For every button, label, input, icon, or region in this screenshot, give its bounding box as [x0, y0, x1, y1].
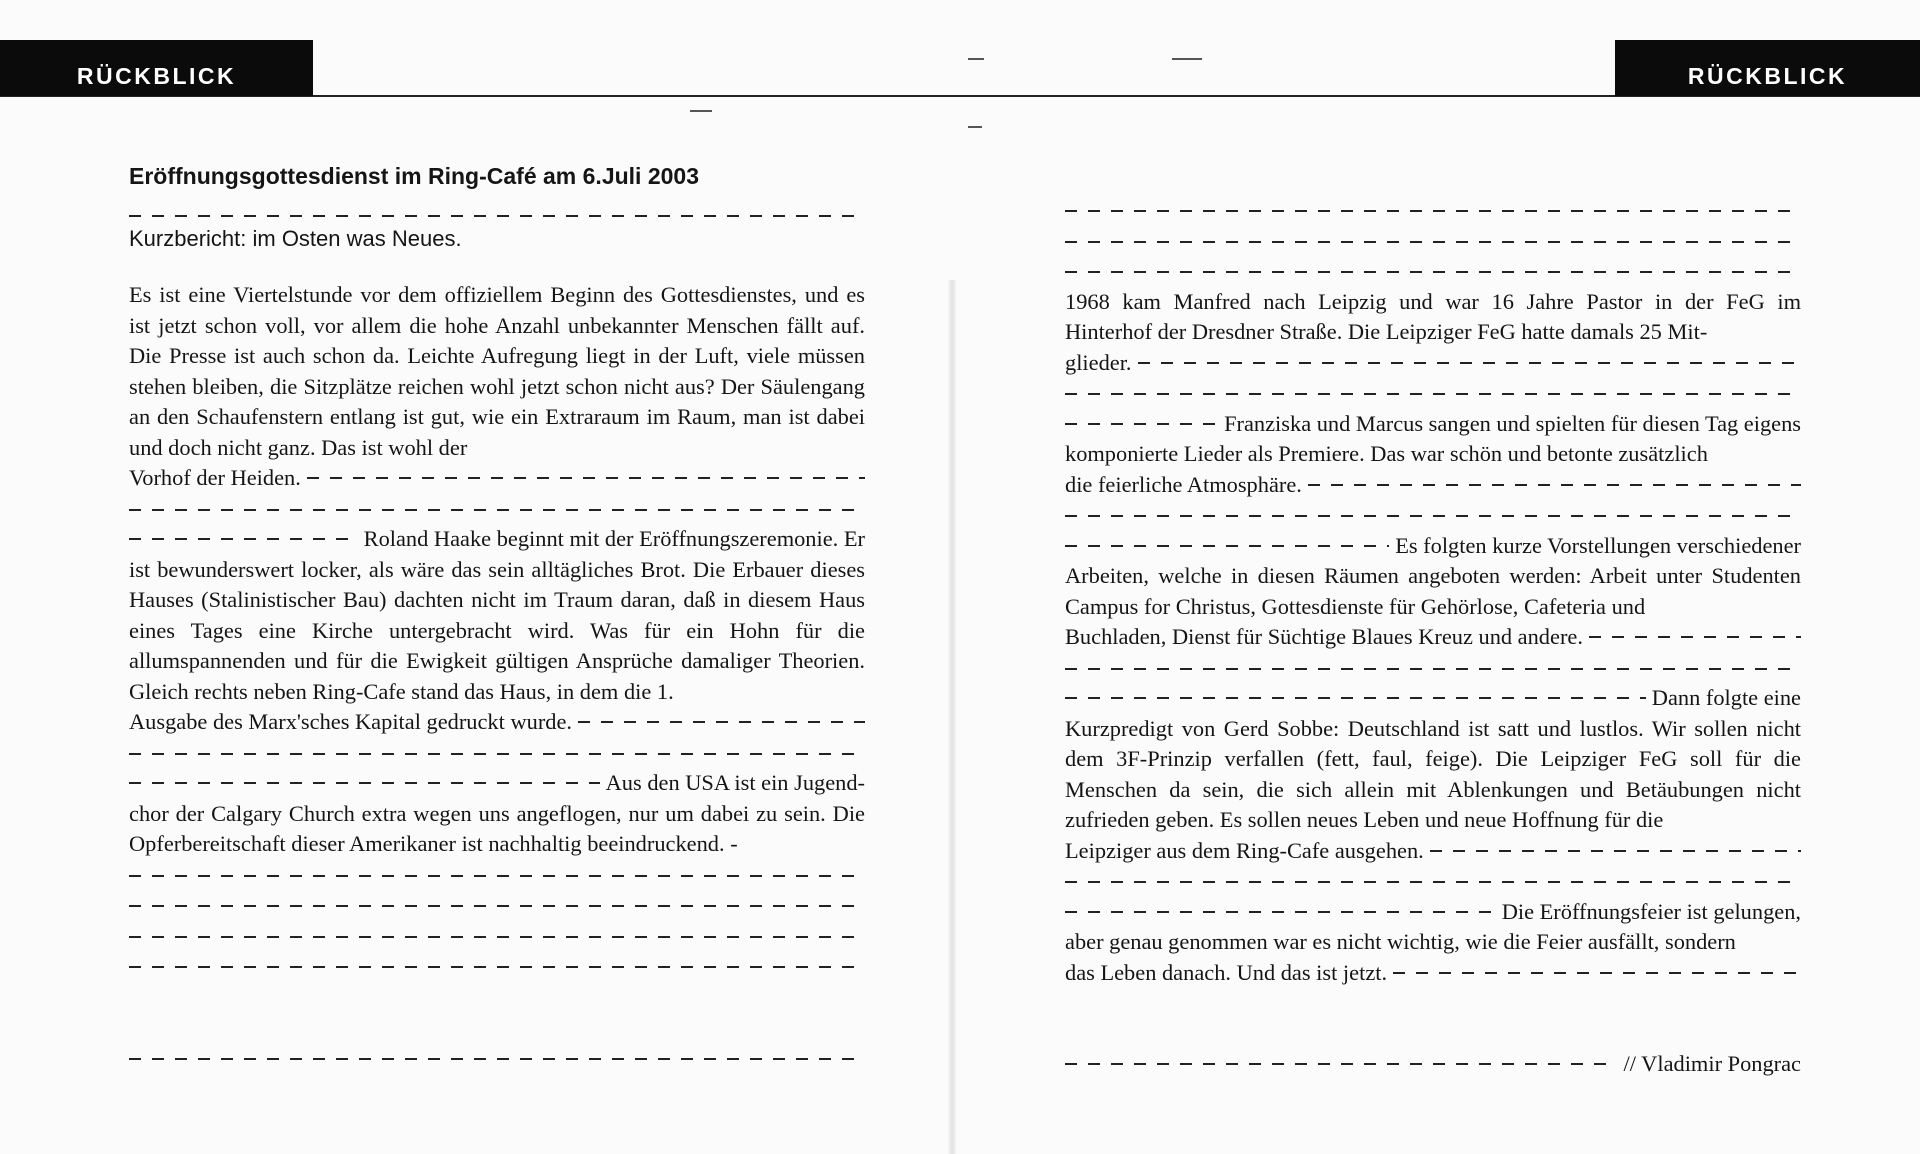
paragraph: komponierte Lieder als Premiere. Das war schön und betonte zusätzlich: [1065, 441, 1708, 466]
article-subtitle: Kurzbericht: im Osten was Neues.: [129, 226, 462, 251]
paragraph-end-line: [129, 707, 865, 738]
dashed-rule: [1065, 500, 1801, 531]
paragraph-start-text: Aus den USA ist ein Jugend-: [605, 770, 865, 795]
scan-speck: [690, 110, 712, 112]
paragraph: ist bewunderswert locker, als wäre das sein alltägliches Brot. Die Erbauer dieses Hauses (Stalinistischer Bau) dachten nicht im Traum daran, daß in diesem Haus eines Tages eine Kirche untergebracht wird. Was für ein Hohn für die allumspannenden und für die Ewigkeit gültigen Ansprüche damaliger Theorien. Gleich rechts neben Ring-Cafe stand das Haus, in dem die 1.: [129, 556, 865, 704]
paragraph-start-line: [1065, 409, 1801, 440]
paragraph-start-line: [129, 768, 865, 799]
dashed-rule: [129, 738, 865, 769]
paragraph: 1968 kam Manfred nach Leipzig und war 16 Jahre Pastor in der FeG im Hinterhof der Dresdner Straße. Die Leipziger FeG hatte damals 25 Mit-: [1065, 288, 1801, 344]
paragraph-end-text: glieder.: [1065, 349, 1132, 375]
section-tab-right: RÜCKBLICK: [1615, 40, 1920, 96]
paragraph-end-text: das Leben danach. Und das ist jetzt.: [1065, 959, 1388, 985]
paragraph-start-text: Dann folgte eine: [1651, 685, 1801, 710]
dashed-rule: [129, 1043, 865, 1074]
dashed-rule: [1065, 653, 1801, 684]
paragraph-end-text: Vorhof der Heiden.: [129, 465, 301, 490]
paragraph-start-line: [1065, 531, 1801, 562]
dashed-rule: [129, 860, 865, 891]
paragraph: aber genau genommen war es nicht wichtig, wie die Feier ausfällt, sondern: [1065, 929, 1736, 954]
page-fold-shadow: [948, 280, 956, 1154]
dashed-rule: [129, 951, 865, 982]
scan-speck: [968, 126, 982, 128]
paragraph-end-line: [129, 463, 865, 494]
paragraph-end-line: [1065, 348, 1801, 379]
dashed-rule: [1065, 866, 1801, 897]
dashed-rule: [1065, 256, 1801, 287]
dashed-rule: [129, 890, 865, 921]
dashed-rule: [1065, 195, 1801, 226]
scan-speck: [1172, 58, 1202, 60]
paragraph-end-line: [1065, 958, 1801, 989]
paragraph-end-text: Buchladen, Dienst für Süchtige Blaues Kreuz und andere.: [1065, 624, 1583, 649]
scan-speck: [968, 58, 984, 60]
paragraph-start-line: [1065, 683, 1801, 714]
paragraph-end-text: Leipziger aus dem Ring-Cafe ausgehen.: [1065, 837, 1424, 863]
paragraph-start-text: Es folgten kurze Vorstellungen verschiedener: [1395, 532, 1801, 558]
paragraph-start-line: [129, 524, 865, 555]
right-column: [1065, 195, 1801, 1080]
paragraph-end-text: Ausgabe des Marx'sches Kapital gedruckt wurde.: [129, 709, 573, 734]
paragraph: Kurzpredigt von Gerd Sobbe: Deutschland ist satt und lustlos. Wir sollen nicht dem 3F-Prinzip verfallen (fett, faul, feige). Die Leipziger FeG soll für die Menschen da sein, die sich allein mit Ablenkungen und Betäubungen nicht zufrieden geben. Es sollen neues Leben und neue Hoffnung für die: [1065, 715, 1801, 832]
article-title: Eröffnungsgottesdienst im Ring-Café am 6.Juli 2003: [129, 163, 699, 189]
paragraph: Arbeiten, welche in diesen Räumen angeboten werden: Arbeit unter Studenten Campus for Christus, Gottesdienste für Gehörlose, Cafeteria und: [1065, 563, 1801, 619]
author-signature-line: [1065, 1049, 1801, 1080]
paragraph-end-line: [1065, 622, 1801, 653]
paragraph-start-text: Roland Haake beginnt mit der Eröffnungszeremonie. Er: [363, 526, 865, 551]
paragraph-end-line: [1065, 836, 1801, 867]
dashed-rule: [1065, 226, 1801, 257]
paragraph-start-text: Die Eröffnungsfeier ist gelungen,: [1501, 898, 1801, 924]
paragraph-end-text: die feierliche Atmosphäre.: [1065, 471, 1302, 497]
section-tab-left: RÜCKBLICK: [0, 40, 313, 96]
paragraph-start-text: Franziska und Marcus sangen und spielten für diesen Tag eigens: [1224, 410, 1801, 436]
author-signature: // Vladimir Pongrac: [1623, 1051, 1801, 1076]
dashed-rule: [129, 494, 865, 525]
paragraph-end-line: [1065, 470, 1801, 501]
paragraph: chor der Calgary Church extra wegen uns angeflogen, nur um dabei zu sein. Die Opferbereitschaft dieser Amerikaner ist nachhaltig beeindruckend. -: [129, 800, 865, 856]
dashed-rule: [129, 921, 865, 952]
dashed-rule: [1065, 378, 1801, 409]
paragraph: Es ist eine Viertelstunde vor dem offiziellem Beginn des Gottesdienstes, und es ist jetzt schon voll, vor allem die hohe Anzahl unbekannter Menschen fällt auf. Die Presse ist auch schon da. Leichte Aufregung liegt in der Luft, viele müssen stehen bleiben, die Sitzplätze reichen wohl jetzt schon nicht aus? Der Säulengang an den Schaufenstern entlang ist gut, wie ein Extraraum im Raum, man ist dabei und doch nicht ganz. Das ist wohl der: [129, 282, 865, 460]
paragraph-start-line: [1065, 897, 1801, 928]
left-column: [129, 280, 865, 1073]
